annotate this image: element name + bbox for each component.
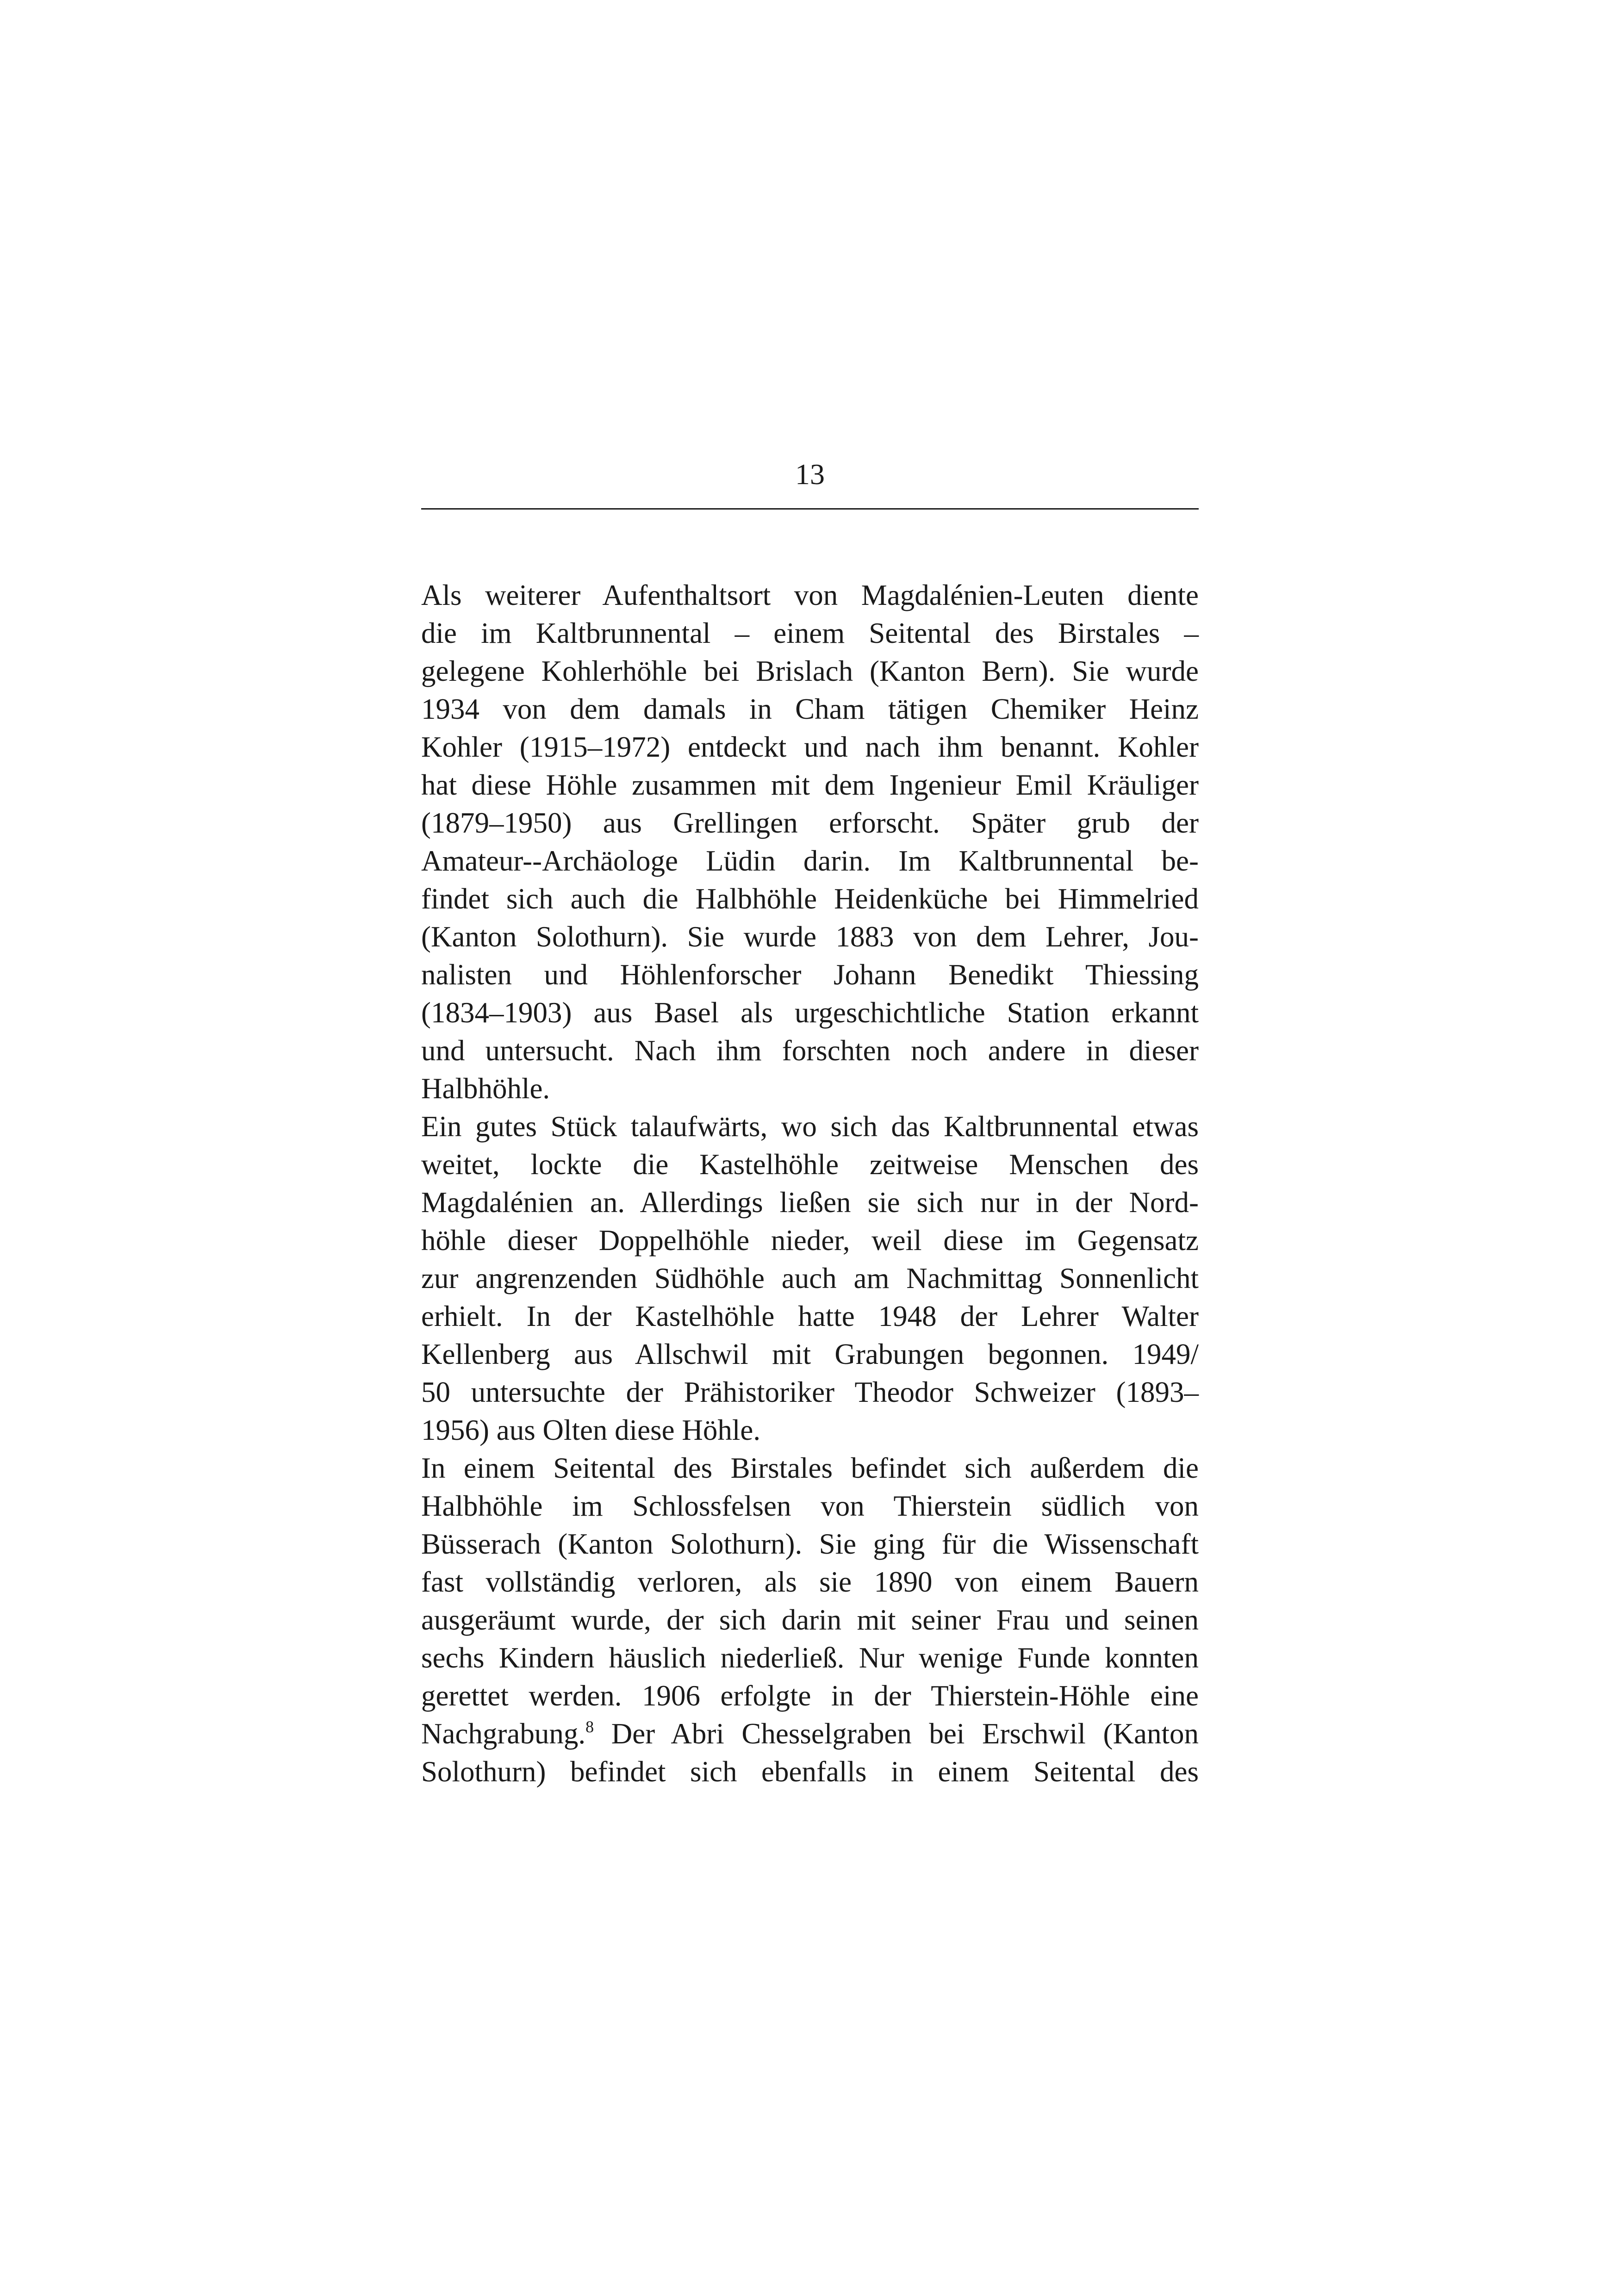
header-rule bbox=[421, 508, 1199, 510]
text-line: findet sich auch die Halbhöhle Heidenküche bei Himmelried bbox=[421, 883, 1199, 915]
text-line: hat diese Höhle zusammen mit dem Ingenieur Emil Kräuliger bbox=[421, 769, 1199, 801]
text-line: (1879–1950) aus Grellingen erforscht. Später grub der bbox=[421, 807, 1199, 839]
text-line: Ein gutes Stück talaufwärts, wo sich das Kaltbrunnental etwas bbox=[421, 1110, 1199, 1143]
text-segment: Nachgrabung. bbox=[421, 1717, 586, 1750]
text-line: sechs Kindern häuslich niederließ. Nur wenige Funde konnten bbox=[421, 1642, 1199, 1674]
text-line: fast vollständig verloren, als sie 1890 von einem Bauern bbox=[421, 1566, 1199, 1598]
text-line: Solothurn) befindet sich ebenfalls in einem Seitental des bbox=[421, 1755, 1199, 1788]
text-line: gelegene Kohlerhöhle bei Brislach (Kanton Bern). Sie wurde bbox=[421, 655, 1199, 687]
text-line: 1934 von dem damals in Cham tätigen Chemiker Heinz bbox=[421, 693, 1199, 725]
page-number: 13 bbox=[795, 458, 825, 491]
text-line: zur angrenzenden Südhöhle auch am Nachmittag Sonnenlicht bbox=[421, 1262, 1199, 1294]
text-line: (Kanton Solothurn). Sie wurde 1883 von dem Lehrer, Jou- bbox=[421, 921, 1199, 953]
text-line: Amateur--Archäologe Lüdin darin. Im Kaltbrunnental be- bbox=[421, 845, 1199, 877]
text-line: gerettet werden. 1906 erfolgte in der Thierstein-Höhle eine bbox=[421, 1680, 1199, 1712]
text-line: erhielt. In der Kastelhöhle hatte 1948 der Lehrer Walter bbox=[421, 1300, 1199, 1332]
text-segment: Der Abri Chesselgraben bei Erschwil (Kanton bbox=[594, 1717, 1199, 1750]
text-line: Magdalénien an. Allerdings ließen sie sich nur in der Nord- bbox=[421, 1186, 1199, 1219]
text-line: Als weiterer Aufenthaltsort von Magdalénien-Leuten diente bbox=[421, 579, 1199, 611]
text-line: (1834–1903) aus Basel als urgeschichtliche Station erkannt bbox=[421, 996, 1199, 1029]
text-line: Halbhöhle im Schlossfelsen von Thierstein südlich von bbox=[421, 1490, 1199, 1522]
text-line: 1956) aus Olten diese Höhle. bbox=[421, 1414, 761, 1446]
footnote-reference[interactable]: 8 bbox=[585, 1717, 594, 1736]
text-line: Halbhöhle. bbox=[421, 1072, 550, 1105]
text-line: nalisten und Höhlenforscher Johann Benedikt Thiessing bbox=[421, 958, 1199, 991]
text-line: ausgeräumt wurde, der sich darin mit seiner Frau und seinen bbox=[421, 1604, 1199, 1636]
text-line: Kellenberg aus Allschwil mit Grabungen begonnen. 1949/ bbox=[421, 1338, 1199, 1370]
text-line: die im Kaltbrunnental – einem Seitental des Birstales – bbox=[421, 617, 1199, 649]
text-line: In einem Seitental des Birstales befindet sich außerdem die bbox=[421, 1452, 1199, 1484]
text-line: 50 untersuchte der Prähistoriker Theodor Schweizer (1893– bbox=[421, 1376, 1199, 1408]
text-line: Kohler (1915–1972) entdeckt und nach ihm benannt. Kohler bbox=[421, 731, 1199, 763]
text-line-with-footnote bbox=[421, 1715, 1199, 1753]
text-line: und untersucht. Nach ihm forschten noch andere in dieser bbox=[421, 1034, 1199, 1067]
text-line: Büsserach (Kanton Solothurn). Sie ging für die Wissenschaft bbox=[421, 1528, 1199, 1560]
text-line: höhle dieser Doppelhöhle nieder, weil diese im Gegensatz bbox=[421, 1224, 1199, 1257]
text-line: weitet, lockte die Kastelhöhle zeitweise Menschen des bbox=[421, 1148, 1199, 1181]
body-text bbox=[421, 576, 1199, 1791]
